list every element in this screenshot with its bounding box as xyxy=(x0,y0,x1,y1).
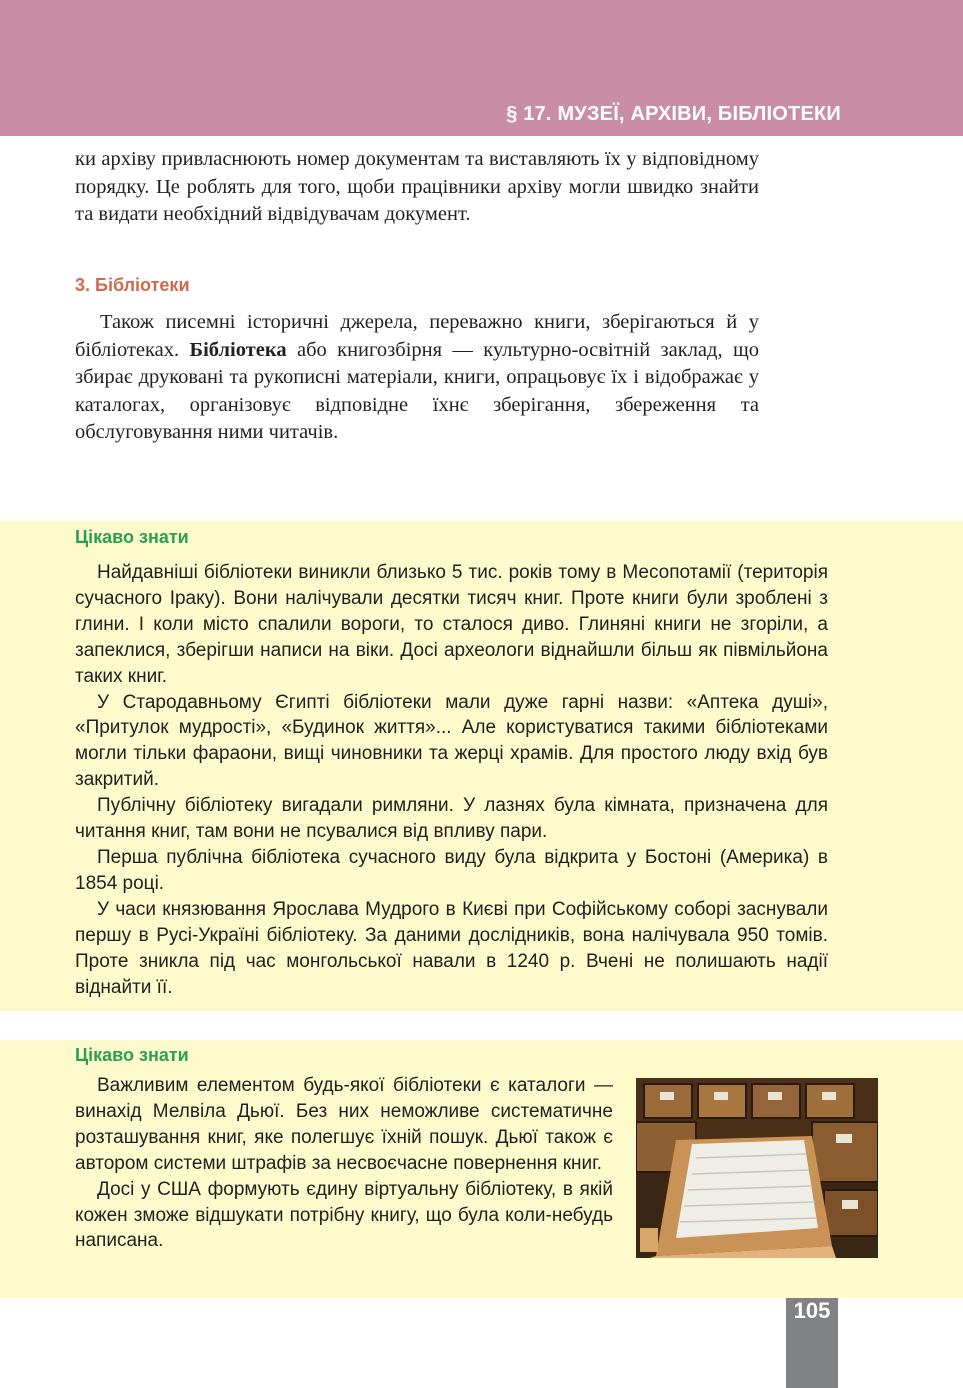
library-term: Бібліотека xyxy=(189,338,287,361)
fact-box-heading: Цікаво знати xyxy=(75,527,189,547)
fact-paragraph: У Стародавньому Єгипті бібліотеки мали дуже гарні назви: «Аптека душі», «Притулок мудрості», «Будинок життя»... Але користуватися такими бібліотеками могли тільки фараони, вищі чиновники та жерці храмів. Для простого люду вхід був закритий. xyxy=(75,691,828,791)
fact-paragraph: Важливим елементом будь-якої бібліотеки є каталоги — винахід Мелвіла Дьюї. Без них неможливе систематичне розташування книг, яке полегшує їхній пошук. Дьюї також є автором системи штрафів за несвоєчасне повернення книг. xyxy=(75,1075,613,1174)
section-heading: 3. Бібліотеки xyxy=(75,275,190,295)
fact-box-ancient-libraries xyxy=(0,521,963,1011)
page-number: 105 xyxy=(793,1298,831,1323)
library-definition-paragraph xyxy=(75,309,759,447)
fact-paragraph: Найдавніші бібліотеки виникли близько 5 тис. років тому в Месопотамії (територія сучасного Іраку). Вони налічували десятки тисяч книг. Проте книги були зроблені з глини. І коли місто спалили вороги, то сталося диво. Глиняні книги не згоріли, а запеклися, зберігши написи на віки. Досі археологи віднайшли більш як півмільйона таких книг. xyxy=(75,562,828,687)
fact-paragraph: Публічну бібліотеку вигадали римляни. У лазнях була кімната, призначена для читання книг, там вони не псувалися від впливу пари. xyxy=(75,795,828,843)
fact-paragraph: Досі у США формують єдину віртуальну бібліотеку, в якій кожен зможе відшукати потрібну книгу, що була коли-небудь написана. xyxy=(75,1178,613,1252)
fact-box-catalogs xyxy=(0,1040,963,1298)
fact-box-body xyxy=(75,560,828,1000)
page-number-tab xyxy=(786,1298,838,1388)
chapter-header-band xyxy=(0,0,963,136)
card-catalog-drawer-photo xyxy=(636,1078,878,1258)
fact-paragraph: У часи князювання Ярослава Мудрого в Києві при Софійському соборі заснували першу в Русі-Україні бібліотеку. За даними дослідників, вона налічувала 950 томів. Проте зникла під час монгольської навали в 1240 р. Вчені не полишають надії віднайти її. xyxy=(75,898,828,998)
library-definition-text xyxy=(75,309,759,447)
library-text-part1: Також писемні історичні джерела, переважно книги, зберігаються й у бібліотеках. xyxy=(75,311,759,361)
fact-paragraph: Перша публічна бібліотека сучасного виду була відкрита у Бостоні (Америка) в 1854 році. xyxy=(75,846,828,894)
intro-paragraph xyxy=(75,146,759,229)
fact-box-heading: Цікаво знати xyxy=(75,1045,189,1065)
chapter-title: § 17. МУЗЕЇ, АРХІВИ, БІБЛІОТЕКИ xyxy=(506,103,841,125)
fact-box-body xyxy=(75,1073,613,1254)
library-text-part2: або книгозбірня — культурно-освітній заклад, що збирає друковані та рукописні матеріали, книги, опрацьовує їх і відображає у каталогах, організовує відповідне їхнє зберігання, збереження та обслуговування ними читачів. xyxy=(75,338,759,443)
intro-paragraph-text: ки архіву привласнюють номер документам та виставляють їх у відповідному порядку. Це роблять для того, щоби працівники архіву могли швидко знайти та видати необхідний відвідувачам документ. xyxy=(75,148,759,225)
